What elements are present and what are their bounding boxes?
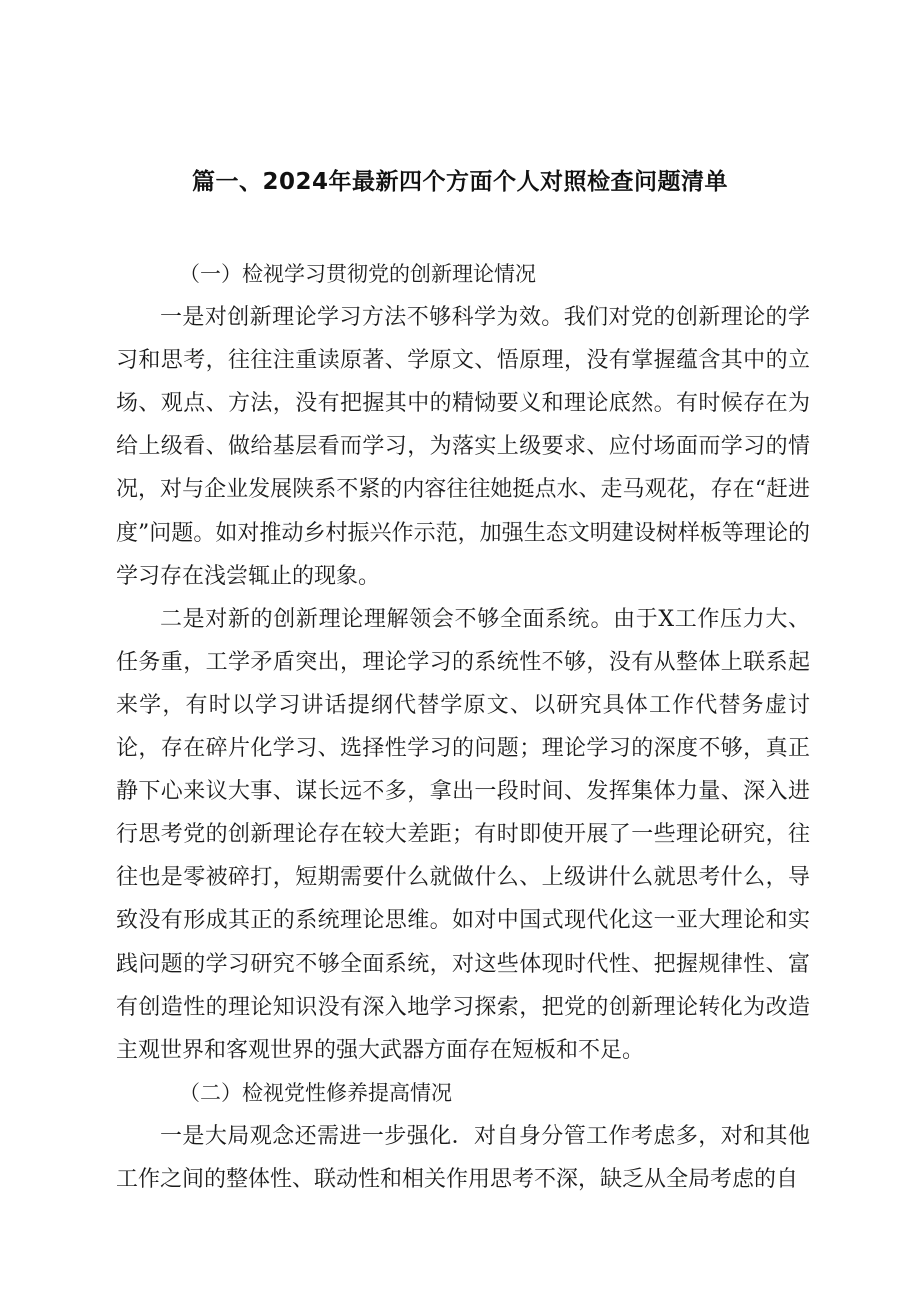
section-heading-1: （一）检视学习贯彻党的创新理论情况 [179, 262, 536, 286]
paragraph-1: 一是对创新理论学习方法不够科学为效。我们对党的创新理论的学习和思考，往往注重读原著、学原文、悟原理，没有掌握蕴含其中的立场、观点、方法，没有把握其中的精恸要义和理论底然。有时候存在为给上级看、做给基层看而学习，为落实上级要求、应付场面而学习的情况，对与企业发展陕系不紧的内容往往她挺点水、走马观花，存在“赶进度”问题。如对推动乡村振兴作示范，加强生态文明建设树样板等理论的学习存在浅尝辄止的现象。 [116, 305, 810, 589]
paragraph-3: 一是大局观念还需进一步强化．对自身分管工作考虑多，对和其他工作之间的整体性、联动性和相关作用思考不深，缺乏从全局考虑的自 [116, 1123, 810, 1192]
document-title: 篇一、2024年最新四个方面个人对照检查问题清单 [191, 169, 728, 195]
paragraph-2: 二是对新的创新理论理解领会不够全面系统。由于X工作压力大、任务重，工学矛盾突出，理论学习的系统性不够，没有从整体上联系起来学，有时以学习讲话提纲代替学原文、以研究具体工作代替务虚讨论，存在碎片化学习、选择性学习的问题；理论学习的深度不够，真正静下心来议大事、谋长远不多，拿出一段时间、发挥集体力量、深入进行思考党的创新理论存在较大差距；有时即使开展了一些理论研究，往往也是零被碎打，短期需要什么就做什么、上级讲什么就思考什么，导致没有形成其正的系统理论思维。如对中国式现代化这一亚大理论和实践问题的学习研究不够全面系统，对这些体现时代性、把握规律性、富有创造性的理论知识没有深入地学习探索，把党的创新理论转化为改造主观世界和客观世界的强大武器方面存在短板和不足。 [116, 606, 810, 1063]
section-heading-2: （二）检视党性修养提高情况 [179, 1080, 452, 1105]
document-body [116, 253, 810, 1201]
